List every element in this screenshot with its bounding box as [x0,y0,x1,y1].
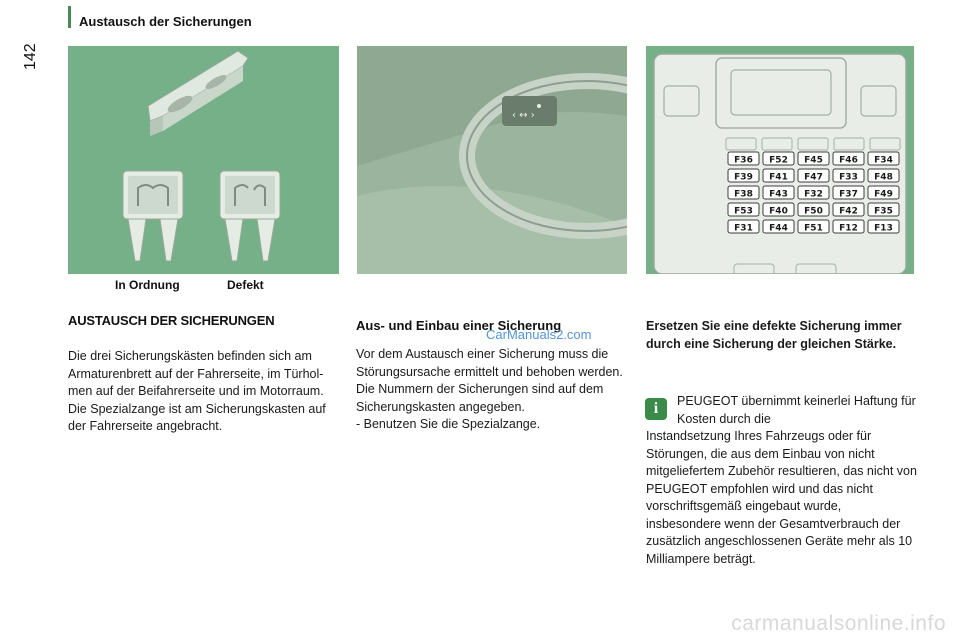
page-number: 142 [22,43,39,70]
fuse-label: F44 [769,223,788,234]
fuse-label: F31 [734,223,753,234]
figure-fuses [68,46,339,274]
fuse-label: F51 [804,223,823,234]
fuse-label: F32 [804,189,823,200]
fuse-grid [728,152,899,234]
fuse-label: F40 [769,206,788,217]
fuse-label: F49 [874,189,893,200]
watermark-text: CarManuals2.com [486,327,592,342]
footer-site-mark: carmanualsonline.info [731,612,946,635]
fuse-label: F43 [769,189,788,200]
fuse-illustration [68,46,339,274]
figure-fusebox [646,46,914,274]
fuse-label: F37 [839,189,858,200]
step-paragraph: - Benutzen Sie die Spezialzange. [356,417,541,431]
fuse-label: F48 [874,172,893,183]
replace-paragraph: Ersetzen Sie eine defekte Sicherung immer durch eine Sicherung der gleichen Stärke. [646,319,902,351]
fuse-label: F35 [874,206,893,217]
fuse-label: F46 [839,155,858,166]
figure-dashboard [357,46,627,274]
fuse-label: F39 [734,172,753,183]
note-paragraph-first: PEUGEOT übernimmt keinerlei Haftung für Kosten durch die [677,394,916,426]
fuse-label: F12 [839,223,858,234]
note-paragraph-rest: Instandsetzung Ihres Fahrzeugs oder für Störungen, die aus dem Einbau von nicht mitgeliefertem Zubehör resultieren, das nicht von PEUGEOT empfohlen wird und das nicht vorschriftsgemäß eingebaut wurde, insbesondere wenn der Gesamtverbrauch der zusätzlich angeschlossenen Geräte mehr als 10 Milliampere beträgt. [646,429,917,566]
dashboard-illustration [357,46,627,274]
page-header-title: Austausch der Sicherungen [79,14,252,29]
fuse-label: F34 [874,155,893,166]
fuse-label: F53 [734,206,753,217]
fuse-label: F41 [769,172,788,183]
caption-fuse-defect: Defekt [227,278,264,292]
fuse-label: F13 [874,223,893,234]
fuse-label: F36 [734,155,753,166]
intro-paragraph: Die drei Sicherungskästen befinden sich am Armaturenbrett auf der Fahrerseite, im Türhol-men auf der Beifahrerseite und im Motorraum. Die Spezialzange ist am Sicherungskasten auf der Fahrerseite angebracht. [68,349,326,433]
fusebox-illustration [646,46,914,274]
fuse-defect-image [220,171,280,261]
header-accent-bar [68,6,71,28]
section-title-remove-install: Aus- und Einbau einer Sicherung [356,318,562,333]
fuse-label: F42 [839,206,858,217]
fuse-label: F38 [734,189,753,200]
fuse-label: F52 [769,155,788,166]
fuse-label: F33 [839,172,858,183]
fuse-label: F47 [804,172,823,183]
info-icon: i [645,398,667,420]
section-title-main: AUSTAUSCH DER SICHERUNGEN [68,313,275,328]
fuse-puller-image [148,51,248,136]
arrow-icons: ‹ ↔ › [512,110,535,121]
fuse-ok-image [123,171,183,261]
fuse-label: F50 [804,206,823,217]
remove-paragraph: Vor dem Austausch einer Sicherung muss die Störungsursache ermittelt und behoben werden. Die Nummern der Sicherungen sind auf dem Sicherungskasten angegeben. [356,347,623,414]
fuse-label: F45 [804,155,823,166]
caption-fuse-ok: In Ordnung [115,278,180,292]
